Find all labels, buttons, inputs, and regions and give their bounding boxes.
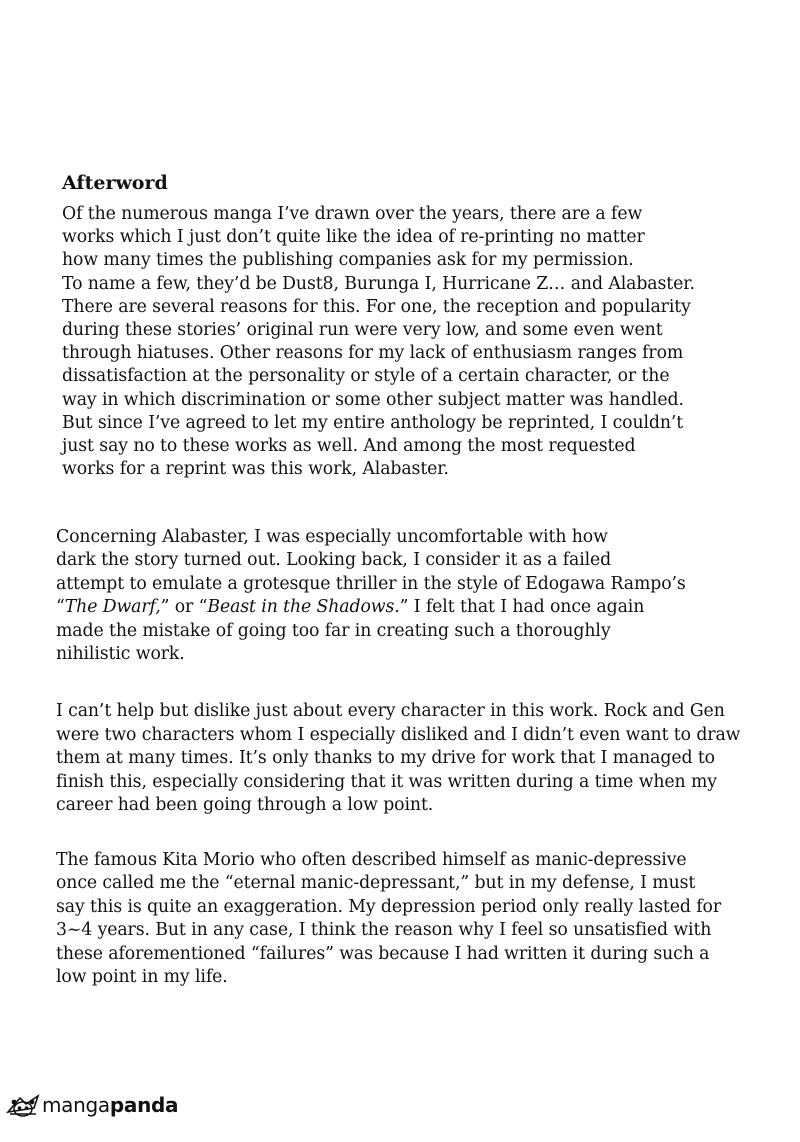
text-line: But since I’ve agreed to let my entire anthology be reprinted, I couldn’t <box>62 412 684 433</box>
paragraph-alabaster <box>56 526 686 666</box>
text-line: nihilistic work. <box>56 644 185 665</box>
text-line: attempt to emulate a grotesque thriller in the style of Edogawa Rampo’s <box>56 573 686 594</box>
text-line: dissatisfaction at the personality or style of a certain character, or the <box>62 366 670 387</box>
text-line <box>56 596 686 619</box>
text-line: once called me the “eternal manic-depressant,” but in my defense, I must <box>56 873 696 894</box>
text-line: To name a few, they’d be Dust8, Burunga I, Hurricane Z… and Alabaster. <box>62 273 695 294</box>
text-line: I can’t help but dislike just about every character in this work. Rock and Gen <box>56 701 725 721</box>
text-line: way in which discrimination or some other subject matter was handled. <box>62 389 684 410</box>
text-line: finish this, especially considering that it was written during a time when my <box>56 771 717 792</box>
text-line: during these stories’ original run were very low, and some even went <box>62 320 663 341</box>
text-line: these aforementioned “failures” was because I had written it during such a <box>56 943 710 964</box>
text-line: say this is quite an exaggeration. My depression period only really lasted for <box>56 896 721 917</box>
text-line: 3~4 years. But in any case, I think the reason why I feel so unsatisfied with <box>56 920 712 941</box>
text-line: Of the numerous manga I’ve drawn over the years, there are a few <box>62 204 643 224</box>
watermark-text <box>42 1093 178 1117</box>
title-beast-in-the-shadows: Beast in the Shadows. <box>207 597 400 618</box>
page-title: Afterword <box>62 172 168 194</box>
text-line: dark the story turned out. Looking back, I consider it as a failed <box>56 550 612 571</box>
watermark-manga: manga <box>42 1093 110 1117</box>
paragraph-depression <box>56 849 721 989</box>
text-line: career had been going through a low point. <box>56 795 434 816</box>
text-fragment: ” I felt that I had once again <box>399 597 645 618</box>
text-line: The famous Kita Morio who often described himself as manic-depressive <box>56 850 687 870</box>
watermark-panda: panda <box>109 1093 179 1117</box>
text-line: low point in my life. <box>56 967 228 988</box>
text-line: Concerning Alabaster, I was especially uncomfortable with how <box>56 527 608 547</box>
panda-head-icon <box>6 1090 40 1120</box>
text-line: through hiatuses. Other reasons for my lack of enthusiasm ranges from <box>62 343 684 364</box>
text-line: works which I just don’t quite like the idea of re-printing no matter <box>62 227 645 248</box>
text-line: There are several reasons for this. For one, the reception and popularity <box>62 296 691 317</box>
text-line: just say no to these works as well. And among the most requested <box>62 436 636 457</box>
mangapanda-watermark <box>6 1090 178 1120</box>
text-line: made the mistake of going too far in creating such a thoroughly <box>56 620 611 641</box>
text-line: works for a reprint was this work, Alabaster. <box>62 459 449 480</box>
quote-mark: “ <box>56 597 65 618</box>
text-line: how many times the publishing companies ask for my permission. <box>62 250 634 271</box>
text-line: them at many times. It’s only thanks to my drive for work that I managed to <box>56 748 715 769</box>
title-the-dwarf: The Dwarf, <box>64 597 161 618</box>
text-line: were two characters whom I especially disliked and I didn’t even want to draw <box>56 724 741 745</box>
quote-joiner: ” or “ <box>160 597 208 618</box>
paragraph-characters <box>56 700 740 818</box>
paragraph-intro <box>62 203 695 481</box>
